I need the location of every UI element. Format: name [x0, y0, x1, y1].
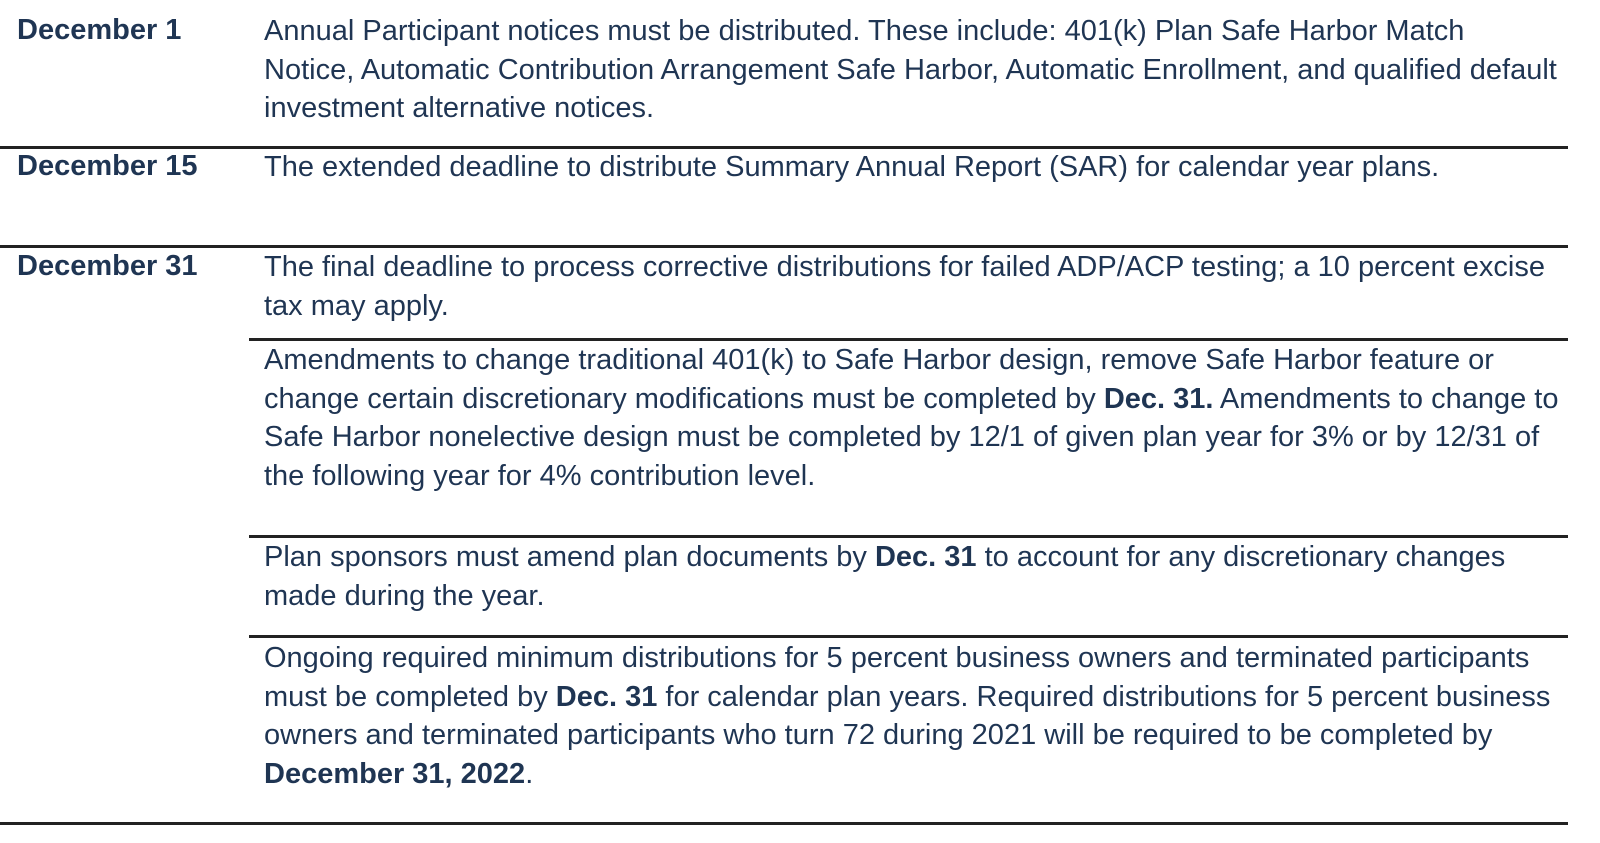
december-31-safe-harbor-amendments	[264, 341, 1559, 496]
entry-text: Plan sponsors must amend plan documents by	[264, 541, 875, 573]
entry-text: for calendar plan years. Required distributions for 5 percent business owners and terminated participants who turn 72 during 2021 will be required to be completed by	[264, 680, 1551, 752]
date-december-31: December 31	[17, 250, 198, 282]
date-december-15: December 15	[17, 150, 198, 182]
december-31-required-minimum-distributions	[264, 639, 1559, 794]
deadline-emphasis: Dec. 31.	[1103, 382, 1214, 415]
date-december-1: December 1	[17, 14, 182, 46]
december-31-plan-document-amendments	[264, 538, 1559, 615]
table-bottom-border	[0, 822, 1568, 825]
entry-text: to account for any discretionary changes made during the year.	[264, 541, 1506, 612]
deadline-emphasis: Dec. 31	[874, 541, 977, 573]
deadline-emphasis: December 31, 2022	[264, 758, 526, 791]
entry-text: Ongoing required minimum distributions for 5 percent business owners and terminated participants must be completed by	[264, 642, 1530, 713]
december-15-description: The extended deadline to distribute Summary Annual Report (SAR) for calendar year plans.	[264, 151, 1440, 183]
entry-divider	[249, 635, 1568, 638]
deadline-emphasis: Dec. 31	[555, 680, 658, 713]
december-1-description: Annual Participant notices must be distributed. These include: 401(k) Plan Safe Harbor Match Notice, Automatic Contribution Arrangement Safe Harbor, Automatic Enrollment, and qualified default investment alternative notices.	[264, 15, 1557, 125]
entry-text: Amendments to change to Safe Harbor nonelective design must be completed by 12/1 of given plan year for 3% or by 12/31 of the following year for 4% contribution level.	[264, 382, 1559, 493]
entry-text: .	[525, 758, 534, 791]
entry-text: Amendments to change traditional 401(k) to Safe Harbor design, remove Safe Harbor feature or change certain discretionary modifications must be completed by	[264, 344, 1494, 415]
december-31-corrective-distributions: The final deadline to process corrective distributions for failed ADP/ACP testing; a 10 percent excise tax may apply.	[264, 251, 1545, 322]
